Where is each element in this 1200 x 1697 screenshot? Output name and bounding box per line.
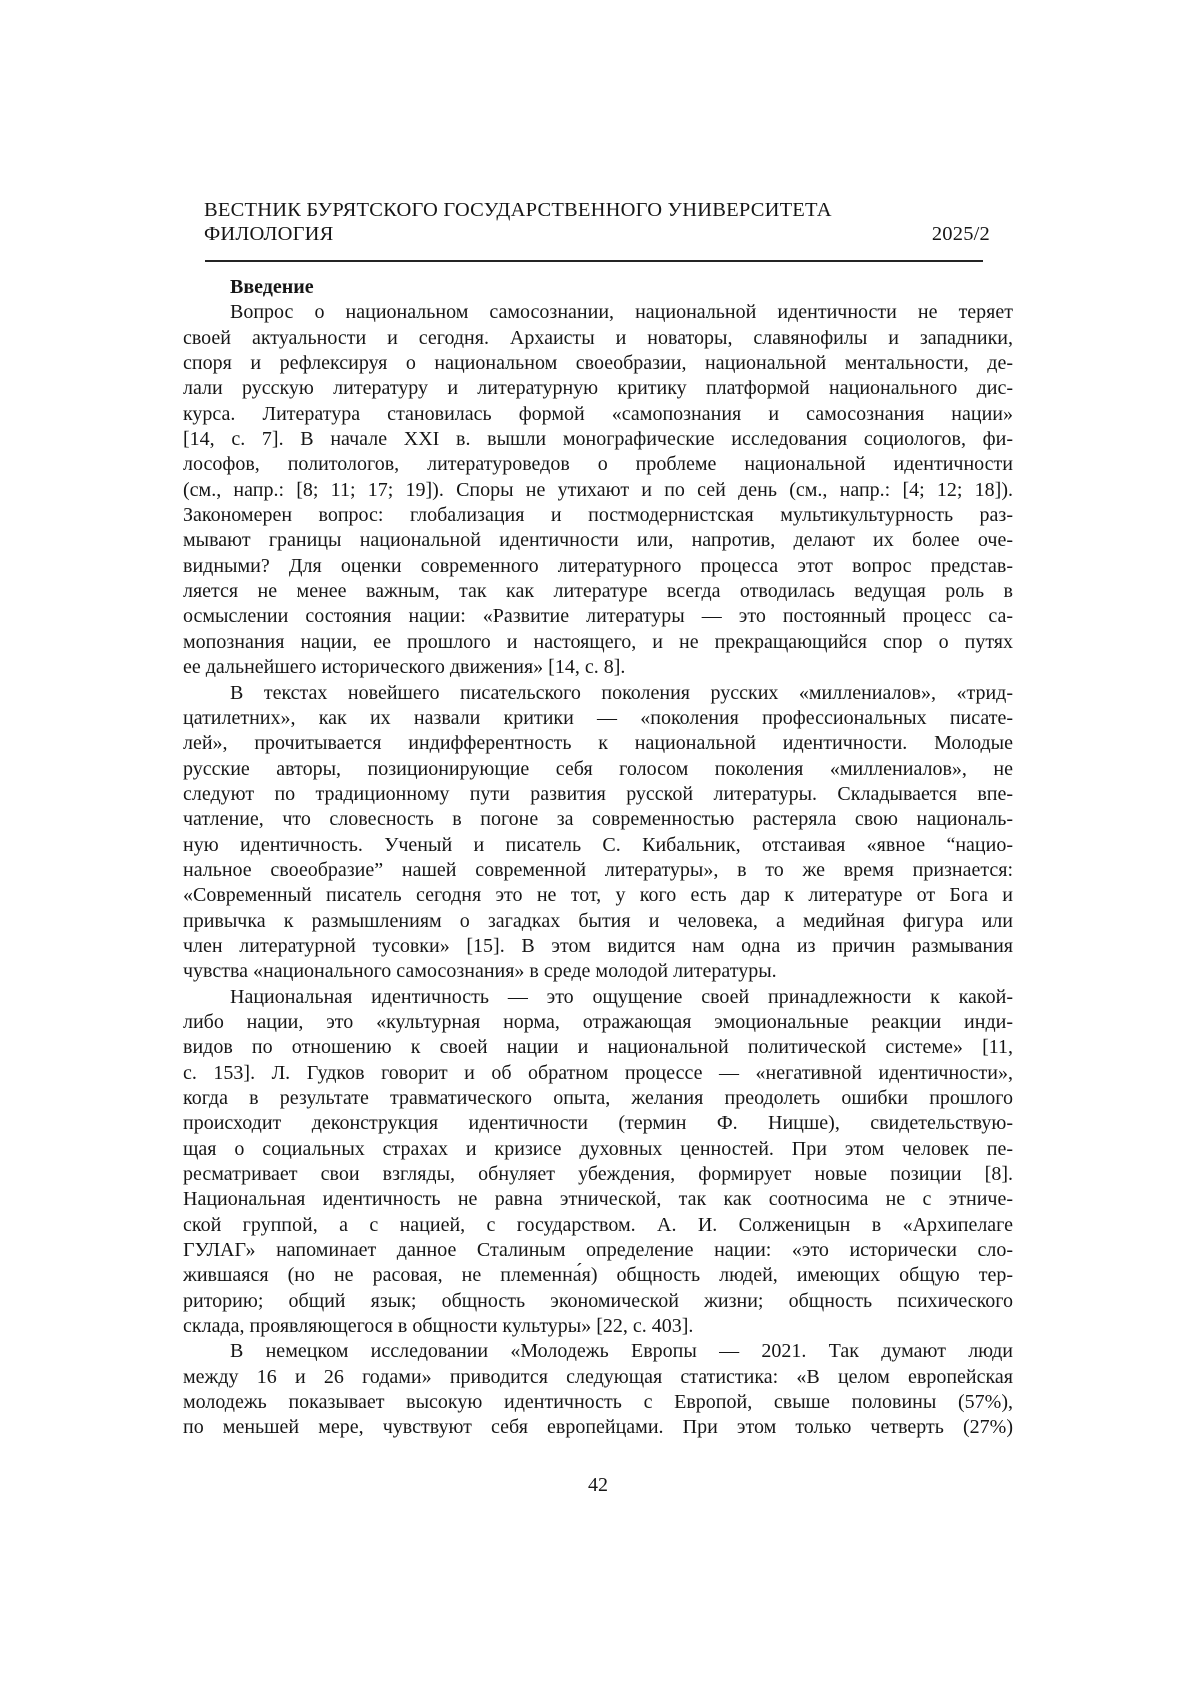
text-line: лософов, политологов, литературоведов о проблеме национальной идентичности [183, 453, 1013, 476]
text-line: русские авторы, позиционирующие себя голосом поколения «миллениалов», не [183, 757, 1013, 780]
journal-header [183, 199, 1013, 246]
text-line: курса. Литература становилась формой «самопознания и самосознания нации» [183, 402, 1013, 425]
text-line: Национальная идентичность не равна этнической, так как соотносима не с этниче- [183, 1188, 1013, 1211]
text-line: по меньшей мере, чувствуют себя европейцами. При этом только четверть (27%) [183, 1416, 1013, 1439]
text-line: (см., напр.: [8; 11; 17; 19]). Споры не утихают и по сей день (см., напр.: [4; 12; 18]). [183, 478, 1013, 501]
text-line: ляется не менее важным, так как литературе всегда отводилась ведущая роль в [183, 580, 1013, 603]
text-line: ской группой, а с нацией, с государством. А. И. Солженицын в «Архипелаге [183, 1213, 1013, 1236]
journal-subheader-row [183, 223, 1013, 247]
text-line: между 16 и 26 годами» приводится следующая статистика: «В целом европейская [183, 1365, 1013, 1388]
text-line: когда в результате травматического опыта, желания преодолеть ошибки прошлого [183, 1087, 1013, 1109]
text-line: ее дальнейшего исторического движения» [14, с. 8]. [183, 656, 626, 679]
section-heading: Введение [230, 276, 314, 298]
text-line: [14, с. 7]. В начале XXI в. вышли монографические исследования социологов, фи- [183, 428, 1013, 451]
article-body [183, 275, 1013, 1441]
page-number: 42 [588, 1474, 608, 1496]
text-line: ГУЛАГ» напоминает данное Сталиным определение нации: «это исторически сло- [183, 1239, 1013, 1262]
journal-title: ВЕСТНИК БУРЯТСКОГО ГОСУДАРСТВЕННОГО УНИВЕРСИТЕТА [204, 199, 832, 221]
text-line: жившаяся (но не расовая, не племенна́я) общность людей, имеющих общую тер- [183, 1264, 1013, 1287]
text-line: своей актуальности и сегодня. Архаисты и новаторы, славянофилы и западники, [183, 326, 1013, 349]
text-line: споря и рефлексируя о национальном своеобразии, национальной ментальности, де- [183, 352, 1013, 375]
text-line: привычка к размышлениям о загадках бытия и человека, а медийная фигура или [183, 909, 1013, 932]
text-line: происходит деконструкция идентичности (термин Ф. Ницше), свидетельствую- [183, 1112, 1013, 1135]
text-line: член литературной тусовки» [15]. В этом видится нам одна из причин размывания [183, 934, 1013, 957]
text-line: склада, проявляющегося в общности культуры» [22, с. 403]. [183, 1315, 694, 1338]
text-line: ресматривает свои взгляды, обнуляет убеждения, формирует новые позиции [8]. [183, 1163, 1013, 1186]
text-line: риторию; общий язык; общность экономической жизни; общность психического [183, 1289, 1013, 1312]
text-line: чатление, что словесность в погоне за современностью растеряла свою националь- [183, 808, 1013, 831]
text-line: видными? Для оценки современного литературного процесса этот вопрос представ- [183, 554, 1013, 577]
text-line: мывают границы национальной идентичности или, напротив, делают их более оче- [183, 529, 1013, 552]
text-line: цатилетних», как их назвали критики — «поколения профессиональных писате- [183, 706, 1013, 729]
text-line: с. 153]. Л. Гудков говорит и об обратном процессе — «негативной идентичности», [183, 1061, 1013, 1084]
text-line: молодежь показывает высокую идентичность с Европой, свыше половины (57%), [183, 1391, 1013, 1414]
text-line: Вопрос о национальном самосознании, национальной идентичности не теряет [230, 301, 1013, 324]
journal-section: ФИЛОЛОГИЯ [204, 222, 334, 245]
text-line: мопознания нации, ее прошлого и настоящего, и не прекращающийся спор о путях [183, 630, 1013, 653]
text-line: Закономерен вопрос: глобализация и постмодернистская мультикультурность раз- [183, 504, 1013, 527]
text-line: В текстах новейшего писательского поколения русских «миллениалов», «трид- [230, 681, 1013, 704]
text-line: лали русскую литературу и литературную критику платформой национального дис- [183, 377, 1013, 400]
text-line: либо нации, это «культурная норма, отражающая эмоциональные реакции инди- [183, 1010, 1013, 1033]
text-line: чувства «национального самосознания» в среде молодой литературы. [183, 960, 777, 983]
text-line: Национальная идентичность — это ощущение своей принадлежности к какой- [230, 985, 1013, 1008]
text-line: щая о социальных страхах и кризисе духовных ценностей. При этом человек пе- [183, 1137, 1013, 1160]
issue-number: 2025/2 [931, 222, 990, 245]
text-line: видов по отношению к своей нации и национальной политической системе» [11, [183, 1036, 1013, 1059]
text-line: ную идентичность. Ученый и писатель С. Кибальник, отстаивая «явное “нацио- [183, 833, 1013, 856]
text-line: «Современный писатель сегодня это не тот, у кого есть дар к литературе от Бога и [183, 884, 1013, 907]
text-line: В немецком исследовании «Молодежь Европы — 2021. Так думают люди [230, 1340, 1013, 1363]
text-line: осмыслении состояния нации: «Развитие литературы — это постоянный процесс са- [183, 605, 1013, 628]
text-line: следуют по традиционному пути развития русской литературы. Складывается впе- [183, 782, 1013, 805]
text-line: лей», прочитывается индифферентность к национальной идентичности. Молодые [183, 732, 1013, 755]
header-rule [205, 260, 983, 262]
text-line: нальное своеобразие” нашей современной литературы», в то же время признается: [183, 858, 1013, 881]
